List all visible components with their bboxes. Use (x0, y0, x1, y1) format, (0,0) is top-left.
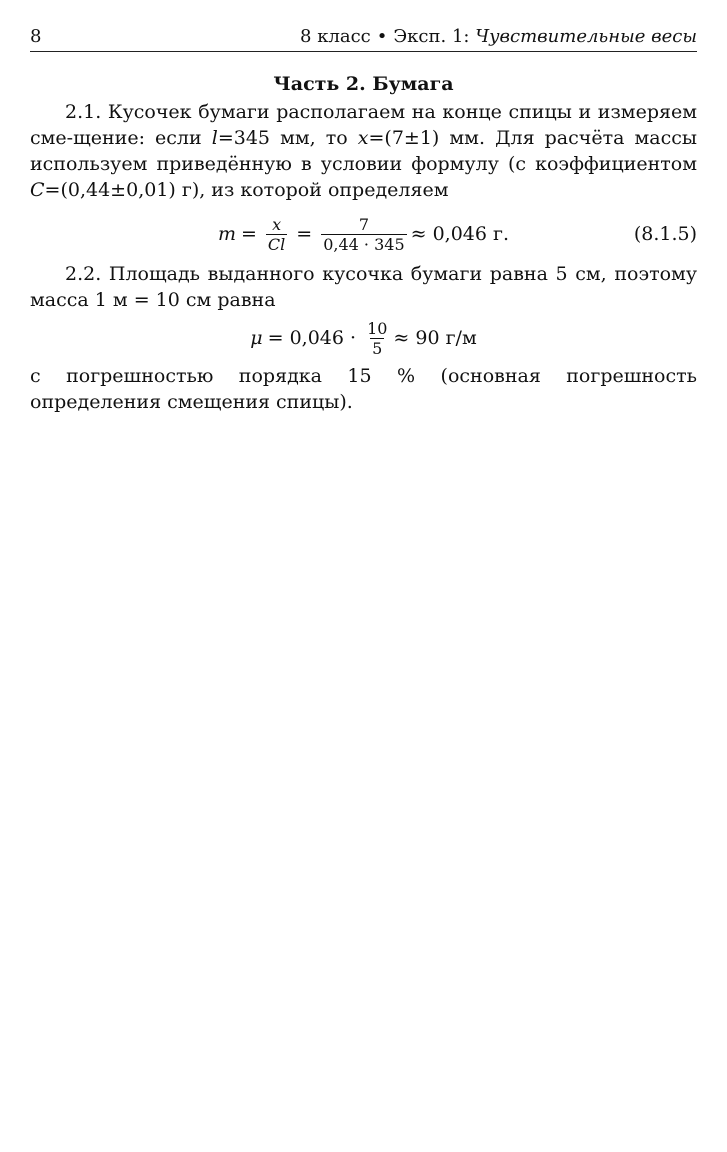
page (30, 24, 697, 415)
running-title (300, 24, 697, 50)
var-x: x (357, 127, 369, 149)
p1-text-1: 2.1. Кусочек бумаги располагаем на конце спицы и измеряем сме-щение: если (30, 101, 697, 149)
paragraph-2-1 (30, 99, 697, 203)
page-number: 8 (30, 26, 42, 47)
formula-lhs: μ (250, 327, 263, 349)
p1-text-2: =345 мм, то (217, 127, 358, 149)
formula-result: ≈ 90 г/м (393, 327, 477, 349)
p1-text-3: =(7±1) мм. Для расчёта массы используем приведённую в условии формулу (с коэффициентом (30, 127, 697, 175)
fraction-10-over-5 (365, 319, 389, 358)
formula-8-1-5 (30, 207, 697, 261)
running-header (30, 24, 697, 52)
fraction-denominator: 5 (372, 338, 383, 358)
formula-mu (30, 313, 697, 363)
fraction-values (321, 215, 406, 254)
equals-sign: = (296, 223, 313, 245)
formula-rhs-start: = 0,046 · (267, 327, 357, 349)
equation-number: (8.1.5) (633, 223, 697, 245)
equals-sign: = (241, 223, 257, 245)
fraction-denominator: Cl (267, 234, 286, 254)
formula-result: ≈ 0,046 г. (410, 223, 510, 245)
fraction-denominator: 0,44 · 345 (323, 234, 405, 254)
paragraph-2-2: 2.2. Площадь выданного кусочка бумаги равна 5 см, поэтому масса 1 м = 10 см равна (30, 263, 697, 311)
formula-lhs: m (217, 223, 236, 245)
paragraph-error: с погрешностью порядка 15 % (основная погрешность определения смещения спицы). (30, 365, 697, 413)
grade-label: 8 класс (300, 26, 371, 47)
fraction-numerator: x (272, 214, 282, 234)
fraction-x-over-cl (266, 215, 287, 254)
experiment-title: Чувствительные весы (475, 26, 697, 47)
fraction-numerator: 7 (358, 214, 369, 234)
bullet-separator: • (376, 26, 388, 47)
p1-text-4: =(0,44±0,01) г), из которой определяем (44, 179, 449, 201)
var-l: l (211, 127, 218, 149)
section-title: Часть 2. Бумага (273, 73, 454, 95)
fraction-numerator: 10 (367, 318, 388, 338)
var-c: C (30, 179, 45, 201)
experiment-label: Эксп. 1: (393, 26, 470, 47)
